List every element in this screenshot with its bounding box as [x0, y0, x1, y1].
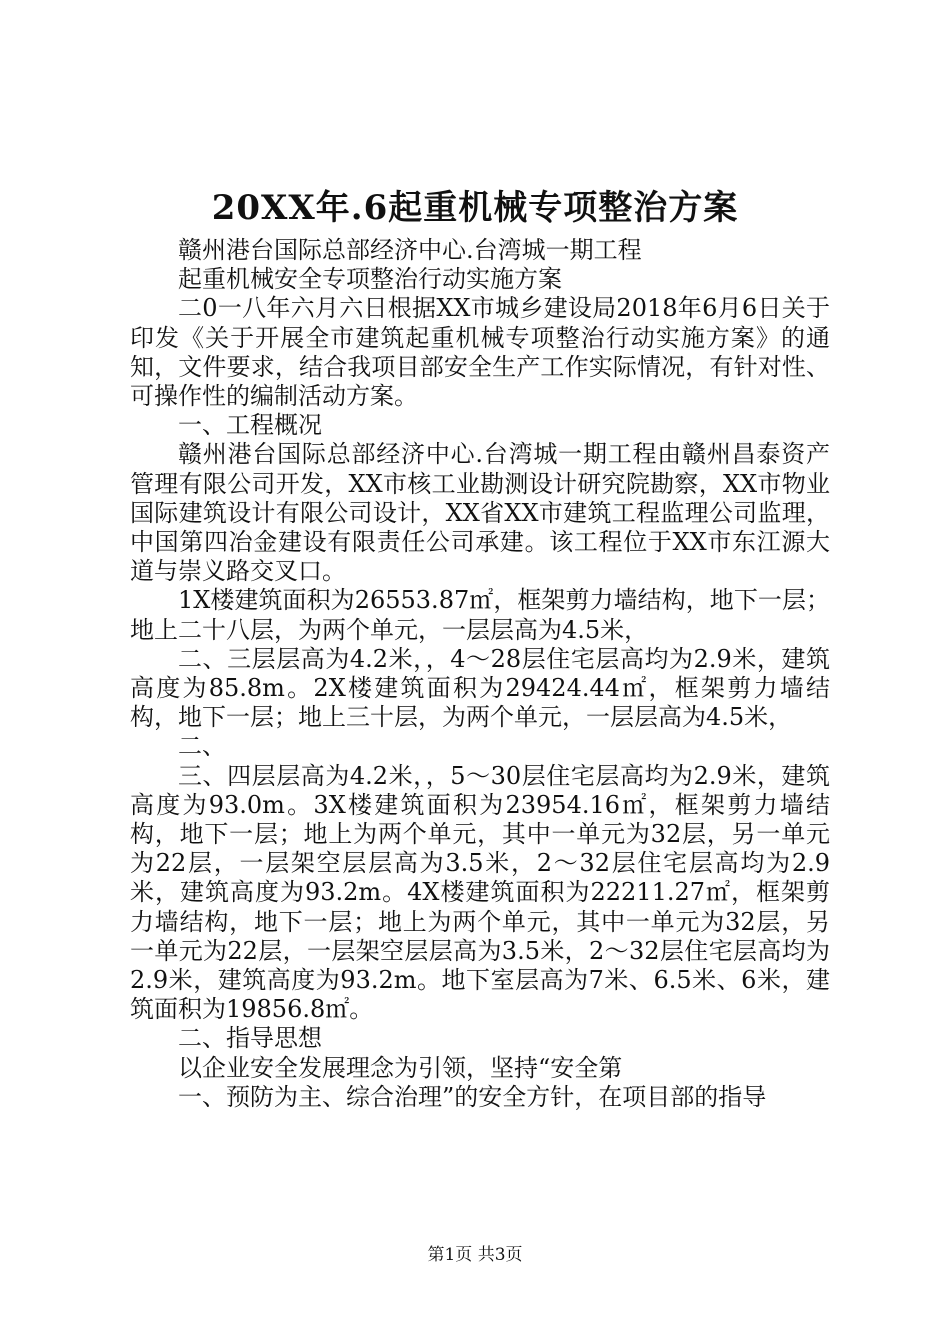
paragraph-guidance-1: 以企业安全发展理念为引领，坚持“安全第 — [178, 1053, 623, 1082]
paragraph-fragment: 二、 — [178, 732, 226, 761]
paragraph-plan-name: 起重机械安全专项整治行动实施方案 — [178, 265, 562, 294]
section-heading-guidance: 二、指导思想 — [178, 1024, 322, 1053]
paragraph-building-2x: 二、三层层高为4.2米，，4～28层住宅层高均为2.9米，建筑高度为85.8m。2X楼建筑面积为29424.44㎡，框架剪力墙结构，地下一层；地上三十层，为两个单元，一层层高为4.5米， — [130, 644, 830, 732]
paragraph-overview: 赣州港台国际总部经济中心.台湾城一期工程由赣州昌泰资产管理有限公司开发，XX市核工业勘测设计研究院勘察，XX市物业国际建筑设计有限公司设计，XX省XX市建筑工程监理公司监理，中国第四冶金建设有限责任公司承建。该工程位于XX市东江源大道与崇义路交叉口。 — [130, 440, 830, 586]
paragraph-background: 二0一八年六月六日根据XX市城乡建设局2018年6月6日关于印发《关于开展全市建筑起重机械专项整治行动实施方案》的通知，文件要求，结合我项目部安全生产工作实际情况，有针对性、可操作性的编制活动方案。 — [130, 294, 830, 411]
section-heading-overview: 一、工程概况 — [178, 411, 322, 440]
paragraph-building-3x-4x: 三、四层层高为4.2米，，5～30层住宅层高均为2.9米，建筑高度为93.0m。3X楼建筑面积为23954.16㎡，框架剪力墙结构，地下一层；地上为两个单元，其中一单元为32层，另一单元为22层，一层架空层层高为3.5米，2～32层住宅层高均为2.9米，建筑高度为93.2m。4X楼建筑面积为22211.27㎡，框架剪力墙结构，地下一层；地上为两个单元，其中一单元为32层，另一单元为22层，一层架空层层高为3.5米，2～32层住宅层高均为2.9米，建筑高度为93.2m。地下室层高为7米、6.5米、6米，建筑面积为19856.8㎡。 — [130, 761, 830, 1024]
document-body — [130, 236, 830, 1112]
paragraph-guidance-2: 一、预防为主、综合治理”的安全方针，在项目部的指导 — [178, 1082, 767, 1111]
paragraph-building-1x: 1X楼建筑面积为26553.87㎡，框架剪力墙结构，地下一层；地上二十八层，为两个单元，一层层高为4.5米， — [130, 586, 830, 644]
document-title: 20XX年.6起重机械专项整治方案 — [211, 188, 739, 228]
paragraph-project-name: 赣州港台国际总部经济中心.台湾城一期工程 — [178, 236, 642, 264]
page-number-footer: 第1页 共3页 — [427, 1245, 523, 1265]
